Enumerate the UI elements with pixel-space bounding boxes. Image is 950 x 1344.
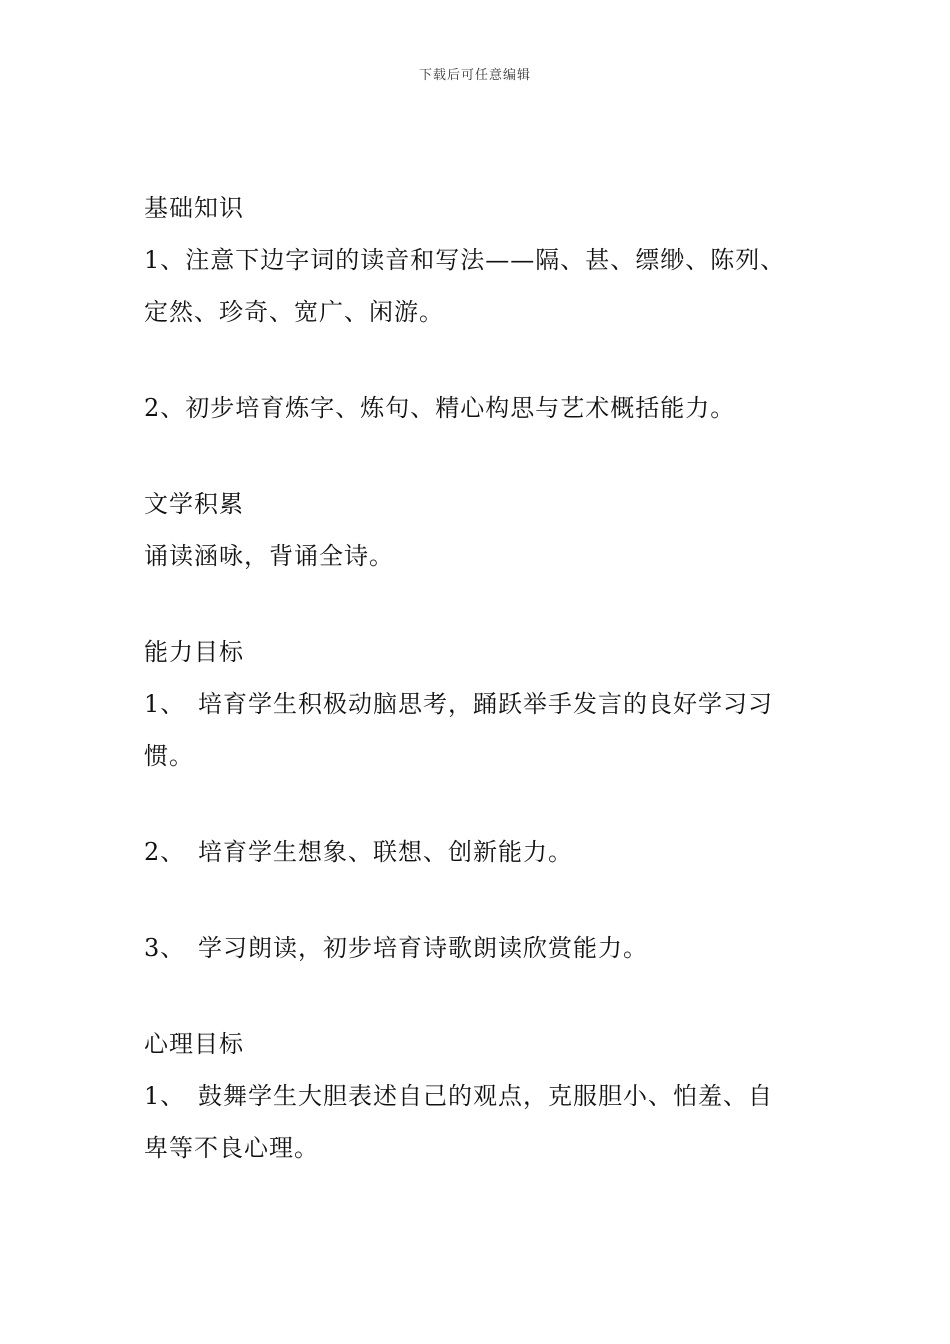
psychology-item-1-line-2: 卑等不良心理。 [144,1134,319,1162]
ability-item-3-text: 学习朗读，初步培育诗歌朗读欣赏能力。 [198,934,648,962]
section-title-basic: 基础知识 [144,194,244,222]
section-title-literature: 文学积累 [144,490,244,518]
ability-item-1-line-2: 惯。 [144,742,194,770]
ability-item-2 [144,826,824,878]
psychology-item-1-line-1 [144,1070,824,1122]
ability-item-3 [144,922,824,974]
basic-item-1-line-1: 1、注意下边字词的读音和写法——隔、甚、缥缈、陈列、 [144,246,786,274]
ability-item-2-text: 培育学生想象、联想、创新能力。 [198,838,573,866]
document-body [144,182,824,1174]
ability-item-2-number: 2、 [144,838,186,866]
ability-item-1-line-1 [144,678,824,730]
ability-item-1-number: 1、 [144,690,186,718]
spacer [144,782,824,826]
psychology-item-1-number: 1、 [144,1082,186,1110]
ability-item-3-number: 3、 [144,934,186,962]
section-title-ability: 能力目标 [144,638,244,666]
spacer [144,878,824,922]
page-header: 下载后可任意编辑 [418,68,531,83]
spacer [144,434,824,478]
spacer [144,974,824,1018]
basic-item-1-line-2: 定然、珍奇、宽广、闲游。 [144,298,444,326]
psychology-item-1-text: 鼓舞学生大胆表述自己的观点，克服胆小、怕羞、自 [198,1082,773,1110]
spacer [144,582,824,626]
spacer [144,338,824,382]
ability-item-1-text: 培育学生积极动脑思考，踊跃举手发言的良好学习习 [198,690,773,718]
literature-item-1: 诵读涵咏，背诵全诗。 [144,542,394,570]
basic-item-2: 2、初步培育炼字、炼句、精心构思与艺术概括能力。 [144,394,736,422]
section-title-psychology: 心理目标 [144,1030,244,1058]
